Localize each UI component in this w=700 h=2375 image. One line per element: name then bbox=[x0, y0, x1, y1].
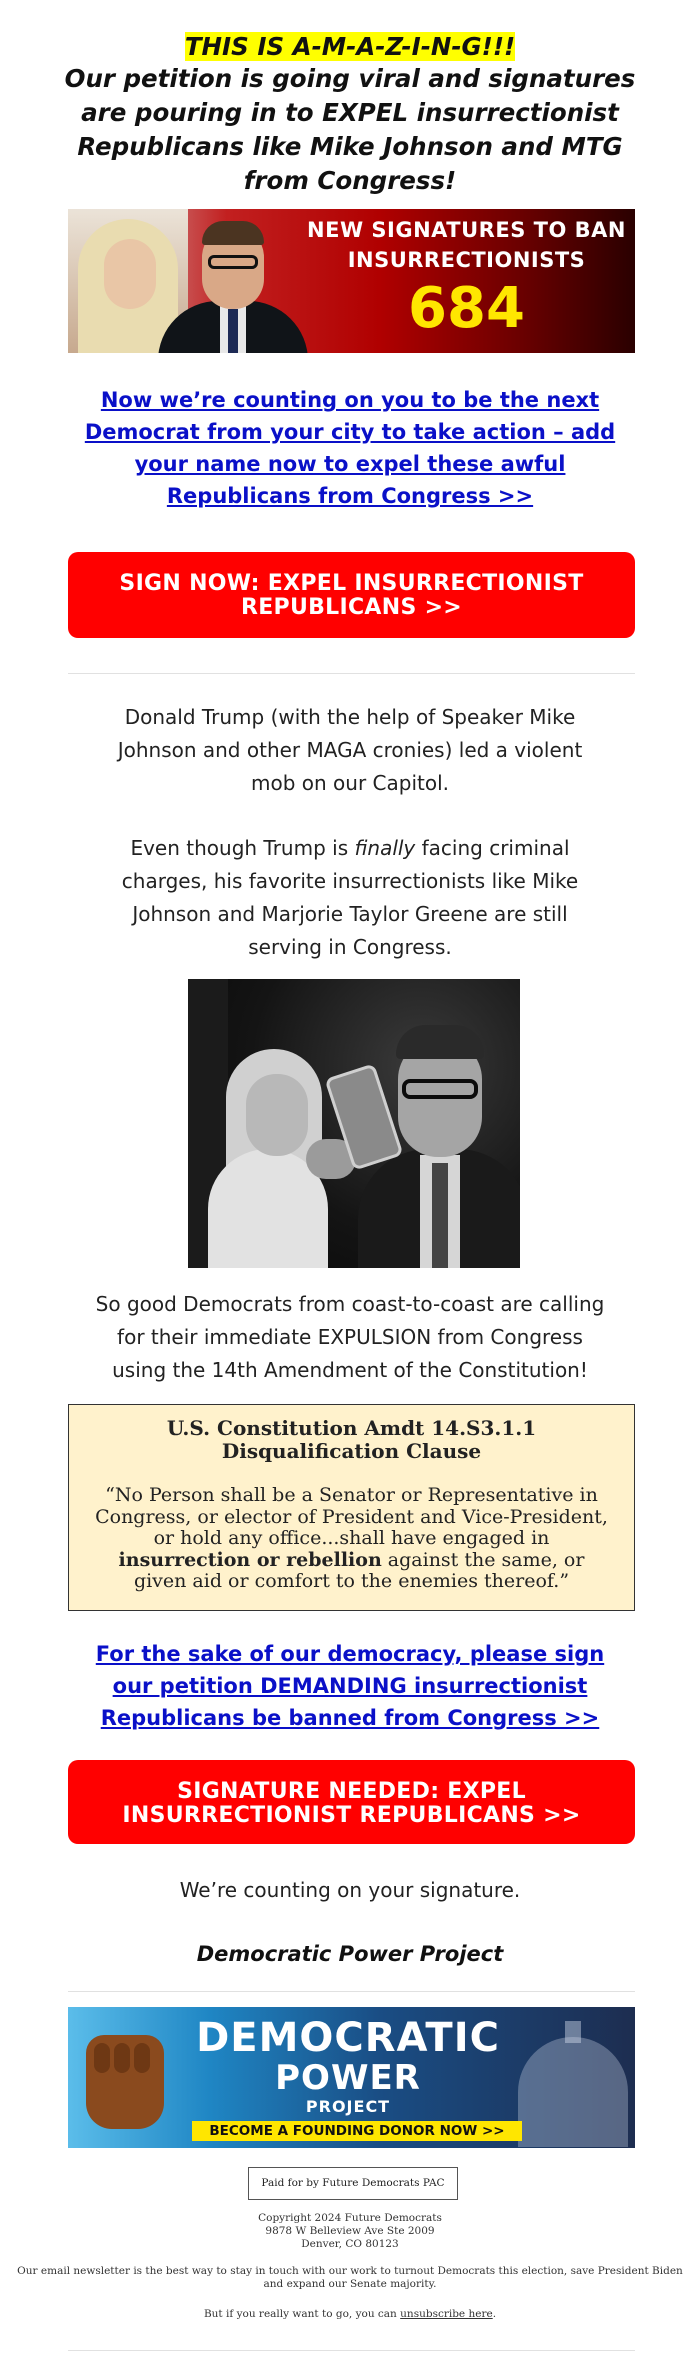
photo-johnson-greene-selfie bbox=[188, 979, 520, 1268]
divider bbox=[68, 673, 635, 674]
headline-highlight-line bbox=[0, 30, 700, 64]
signature-needed-button[interactable] bbox=[68, 1760, 635, 1844]
founding-donor-cta[interactable]: BECOME A FOUNDING DONOR NOW >> bbox=[192, 2121, 522, 2141]
banner-title-line: INSURRECTIONISTS bbox=[347, 248, 586, 272]
headline-line: are pouring in to EXPEL insurrectionist bbox=[81, 98, 619, 127]
button-label-line: INSURRECTIONIST REPUBLICANS >> bbox=[122, 1803, 581, 1828]
footer-unsubscribe-line: But if you really want to go, you can unsubscribe here. bbox=[203, 2308, 497, 2320]
constitution-quote-box bbox=[68, 1404, 635, 1611]
quote-text: “No Person shall be a Senator or Representative in Congress, or elector of President and Vice-President, or hold any office...shall have engaged in insurrection or rebellion against the same, or given aid or comfort to the enemies thereof.” bbox=[95, 1484, 608, 1592]
banner-title bbox=[298, 215, 635, 275]
banner-title-line: NEW SIGNATURES TO BAN bbox=[307, 218, 626, 242]
button-label-line: REPUBLICANS >> bbox=[240, 595, 463, 620]
footer-note: Our email newsletter is the best way to stay in touch with our work to turnout Democrats this election, save President Biden and expand our Senate majority. bbox=[17, 2265, 683, 2290]
headline-line: from Congress! bbox=[243, 166, 457, 195]
closing-line: We’re counting on your signature. bbox=[179, 1878, 521, 1902]
logo-line: DEMOCRATIC bbox=[196, 2015, 500, 2061]
body-paragraph-3: So good Democrats from coast-to-coast are calling for their immediate EXPULSION from Congress using the 14th Amendment of the Constitution! bbox=[95, 1292, 605, 1382]
sign-now-button[interactable] bbox=[68, 552, 635, 638]
quote-title: U.S. Constitution Amdt 14.S3.1.1 Disqualification Clause bbox=[166, 1416, 537, 1463]
signoff-org-name: Democratic Power Project bbox=[196, 1942, 504, 1966]
divider bbox=[68, 2350, 635, 2351]
signature-count-banner[interactable] bbox=[68, 209, 635, 353]
button-label-line: SIGNATURE NEEDED: EXPEL bbox=[177, 1779, 526, 1804]
headline-highlight: THIS IS A-M-A-Z-I-N-G!!! bbox=[184, 32, 516, 61]
democratic-power-project-banner[interactable] bbox=[68, 2007, 635, 2148]
petition-link-2[interactable]: For the sake of our democracy, please sign our petition DEMANDING insurrectionist Republicans be banned from Congress >> bbox=[95, 1642, 605, 1730]
banner-photo-johnson bbox=[158, 209, 308, 353]
headline-line: Republicans like Mike Johnson and MTG bbox=[77, 132, 623, 161]
paid-for-disclaimer: Paid for by Future Democrats PAC bbox=[248, 2167, 458, 2200]
petition-link-1[interactable]: Now we’re counting on you to be the next Democrat from your city to take action – add your name now to expel these awful Republicans from Congress >> bbox=[84, 388, 616, 508]
banner-signature-count: 684 bbox=[408, 276, 525, 341]
body-paragraph-2: Even though Trump is finally facing criminal charges, his favorite insurrectionists like Mike Johnson and Marjorie Taylor Greene are still serving in Congress. bbox=[121, 836, 579, 959]
body-paragraph-1: Donald Trump (with the help of Speaker Mike Johnson and other MAGA cronies) led a violent mob on our Capitol. bbox=[117, 705, 583, 795]
headline-line: Our petition is going viral and signatures bbox=[64, 64, 636, 93]
button-label-line: SIGN NOW: EXPEL INSURRECTIONIST bbox=[119, 571, 584, 596]
logo-line: PROJECT bbox=[305, 2097, 391, 2116]
unsubscribe-link[interactable]: unsubscribe here bbox=[400, 2308, 493, 2320]
logo-line: POWER bbox=[275, 2058, 421, 2098]
footer-address: Copyright 2024 Future Democrats 9878 W Belleview Ave Ste 2009 Denver, CO 80123 bbox=[258, 2212, 442, 2250]
divider bbox=[68, 1991, 635, 1992]
